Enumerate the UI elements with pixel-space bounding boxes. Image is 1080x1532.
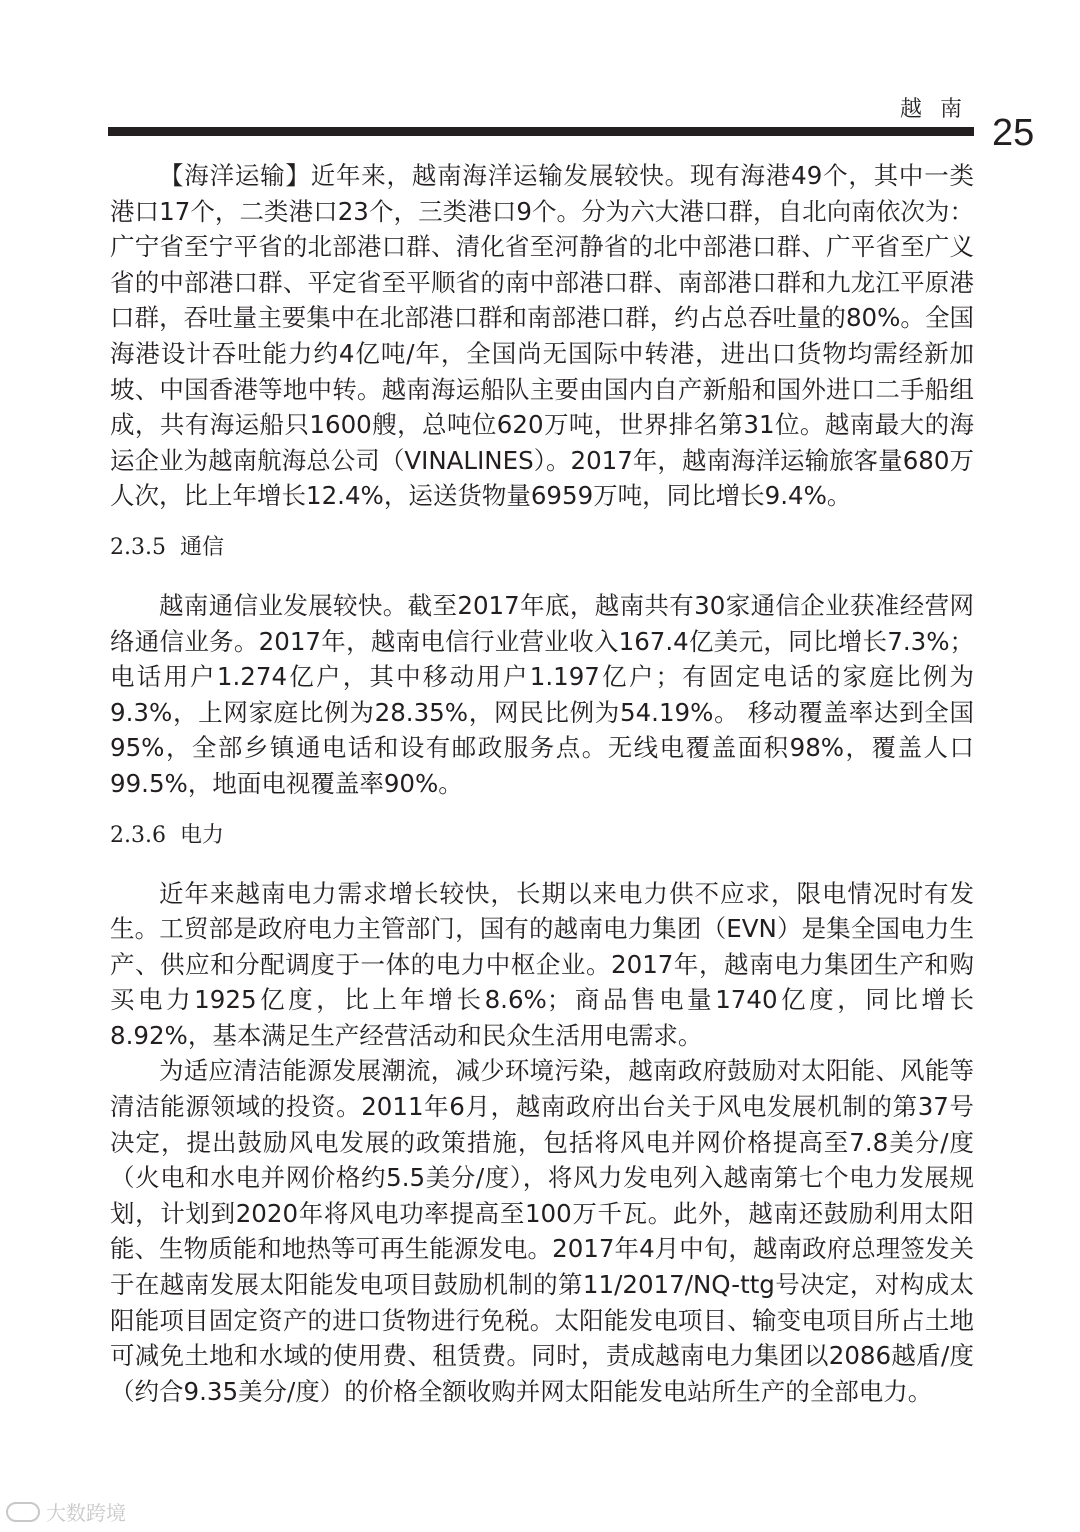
paragraph-power-1: 近年来越南电力需求增长较快，长期以来电力供不应求，限电情况时有发生。工贸部是政府电力主管部门，国有的越南电力集团（EVN）是集全国电力生产、供应和分配调度于一体的电力中枢企业。2017年，越南电力集团生产和购买电力1925亿度，比上年增长8.6%；商品售电量1740亿度，同比增长8.92%，基本满足生产经营活动和民众生活用电需求。 bbox=[110, 878, 974, 1050]
section-heading-telecom bbox=[110, 530, 974, 566]
paragraph-power-2: 为适应清洁能源发展潮流，减少环境污染，越南政府鼓励对太阳能、风能等清洁能源领域的投资。2011年6月，越南政府出台关于风电发展机制的第37号决定，提出鼓励风电发展的政策措施，包括将风电并网价格提高至7.8美分/度（火电和水电并网价格约5.5美分/度），将风力发电列入越南第七个电力发展规划，计划到2020年将风电功率提高至100万千瓦。此外，越南还鼓励利用太阳能、生物质能和地热等可再生能源发电。2017年4月中旬，越南政府总理签发关于在越南发展太阳能发电项目鼓励机制的第11/2017/NQ-ttg号决定，对构成太阳能项目固定资产的进口货物进行免税。太阳能发电项目、输变电项目所占土地可减免土地和水域的使用费、租赁费。同时，责成越南电力集团以2086越盾/度（约合9.35美分/度）的价格全额收购并网太阳能发电站所生产的全部电力。 bbox=[110, 1056, 974, 1406]
header-rule bbox=[108, 127, 974, 136]
paragraph-telecom: 越南通信业发展较快。截至2017年底，越南共有30家通信企业获准经营网络通信业务。2017年，越南电信行业营业收入167.4亿美元，同比增长7.3%；电话用户1.274亿户，其中移动用户1.197亿户；有固定电话的家庭比例为9.3%，上网家庭比例为28.35%，网民比例为54.19%。 移动覆盖率达到全国95%，全部乡镇通电话和设有邮政服务点。无线电覆盖面积98%，覆盖人口99.5%，地面电视覆盖率90%。 bbox=[110, 590, 974, 798]
paragraph-maritime-transport: 【海洋运输】近年来，越南海洋运输发展较快。现有海港49个，其中一类港口17个，二类港口23个，三类港口9个。分为六大港口群，自北向南依次为：广宁省至宁平省的北部港口群、清化省至河静省的北中部港口群、广平省至广义省的中部港口群、平定省至平顺省的南中部港口群、南部港口群和九龙江平原港口群，吞吐量主要集中在北部港口群和南部港口群，约占总吞吐量的80%。全国海港设计吞吐能力约4亿吨/年，全国尚无国际中转港，进出口货物均需经新加坡、中国香港等地中转。越南海运船队主要由国内自产新船和国外进口二手船组成，共有海运船只1600艘，总吨位620万吨，世界排名第31位。越南最大的海运企业为越南航海总公司（VINALINES）。2017年，越南海洋运输旅客量680万人次，比上年增长12.4%，运送货物量6959万吨，同比增长9.4%。 bbox=[110, 161, 974, 511]
section-title: 电力 bbox=[179, 822, 224, 848]
section-heading-power bbox=[110, 818, 974, 854]
page-number: 25 bbox=[992, 112, 1035, 154]
running-title: 越南 bbox=[900, 97, 981, 122]
watermark-logo-icon bbox=[6, 1502, 40, 1522]
section-number: 2.3.5 bbox=[110, 534, 166, 560]
section-number: 2.3.6 bbox=[110, 822, 166, 848]
watermark bbox=[6, 1497, 126, 1526]
watermark-text: 大数跨境 bbox=[46, 1501, 126, 1525]
page-body bbox=[110, 158, 974, 1409]
section-title: 通信 bbox=[179, 534, 224, 560]
